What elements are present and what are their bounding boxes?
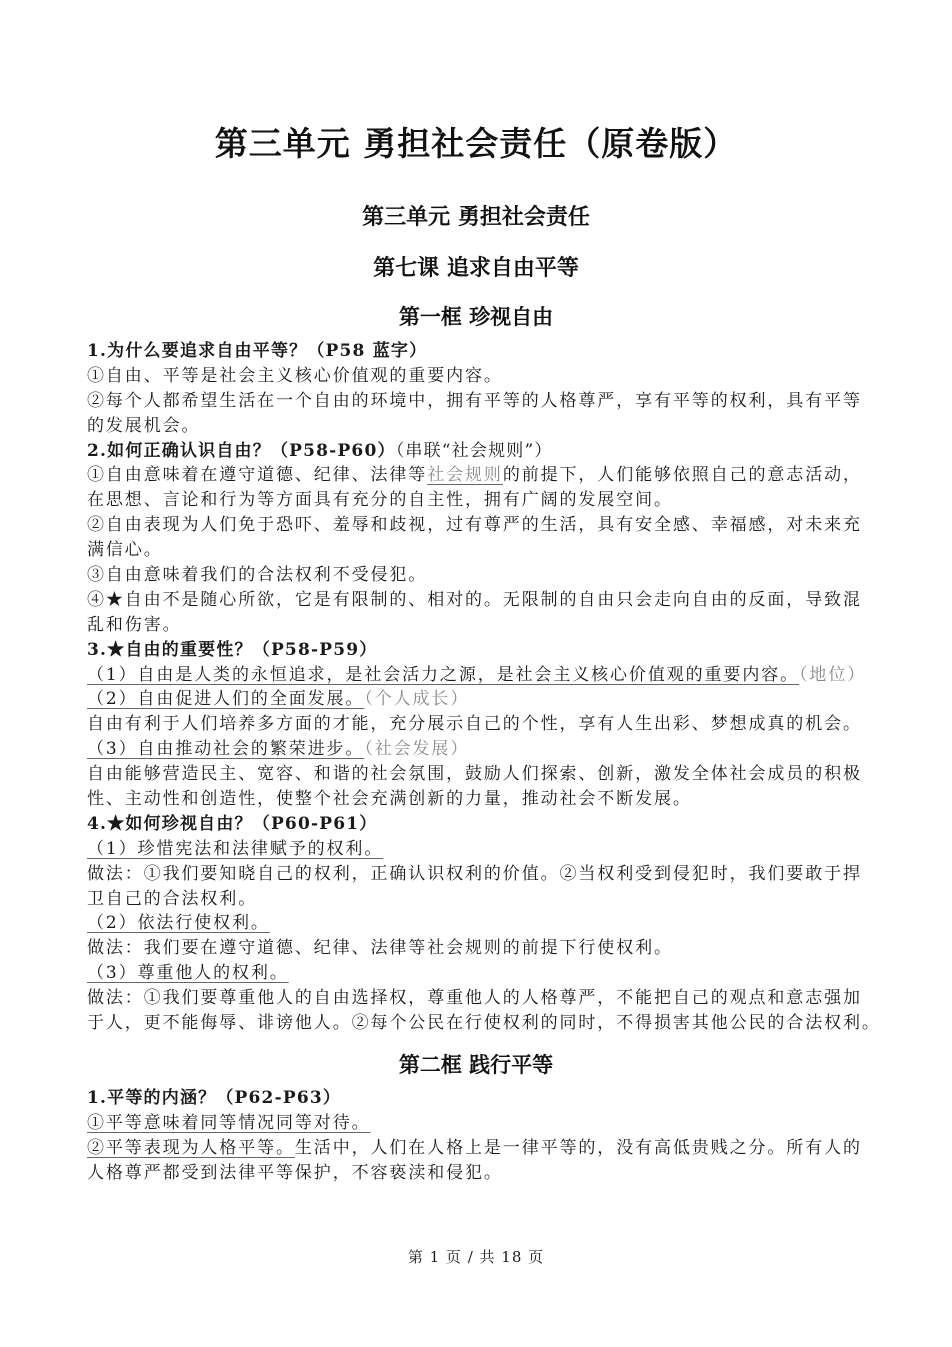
section-2-body <box>87 1086 877 1186</box>
text-segment: 1.为什么要追求自由平等？（P58 蓝字） <box>87 341 428 361</box>
text-line <box>87 513 877 538</box>
text-line <box>87 563 877 588</box>
text-line <box>87 961 877 986</box>
section-heading-2: 第二框 践行平等 <box>398 1053 554 1077</box>
text-line <box>87 488 877 513</box>
text-segment: （串联“社会规则”） <box>395 440 553 461</box>
text-line <box>87 588 877 613</box>
page-footer: 第 1 页 / 共 18 页 <box>407 1248 545 1266</box>
text-segment: 做法：①我们要知晓自己的权利，正确认识权利的价值。②当权利受到侵犯时，我们要敢于捍 <box>87 863 862 884</box>
section-1-body <box>87 339 881 1036</box>
text-line <box>87 1111 877 1136</box>
text-segment: ①自由意味着在遵守道德、纪律、法律等 <box>87 465 428 486</box>
text-line <box>87 389 877 414</box>
text-line <box>87 986 877 1011</box>
text-segment: （地位） <box>799 664 867 685</box>
lesson-heading: 第七课 追求自由平等 <box>373 256 579 281</box>
text-line <box>87 887 877 912</box>
text-segment: 卫自己的合法权利。 <box>87 888 258 909</box>
text-line <box>87 538 877 563</box>
text-segment: 性、主动性和创造性，使整个社会充满创新的力量，推动社会不断发展。 <box>87 789 692 810</box>
text-line <box>87 862 877 887</box>
text-segment: ④★自由不是随心所欲，它是有限制的、相对的。无限制的自由只会走向自由的反面，导致混 <box>87 589 862 610</box>
text-line <box>87 712 877 737</box>
text-line <box>87 787 877 812</box>
text-segment: ②每个人都希望生活在一个自由的环境中，拥有平等的人格尊严，享有平等的权利，具有平等 <box>87 390 862 411</box>
text-segment: 人格尊严都受到法律平等保护，不容亵渎和侵犯。 <box>87 1162 503 1183</box>
text-segment: ②自由表现为人们免于恐吓、羞辱和歧视，过有尊严的生活，具有安全感、幸福感，对未来充 <box>87 515 862 536</box>
text-line <box>87 613 877 638</box>
text-segment: 自由能够营造民主、宽容、和谐的社会氛围，鼓励人们探索、创新，激发全体社会成员的积极 <box>87 764 862 785</box>
text-segment: （个人成长） <box>364 689 470 710</box>
text-line <box>87 414 877 439</box>
text-segment: 自由有利于人们培养多方面的才能，充分展示自己的个性，享有人生出彩、梦想成真的机会。 <box>87 714 862 735</box>
underlined-text: （3）自由推动社会的繁荣进步。 <box>87 739 365 760</box>
text-segment: 于人，更不能侮辱、诽谤他人。②每个公民在行使权利的同时，不得损害其他公民的合法权利。 <box>87 1013 881 1034</box>
document-title: 第三单元 勇担社会责任（原卷版） <box>214 124 738 163</box>
text-segment: ①自由、平等是社会主义核心价值观的重要内容。 <box>87 365 503 386</box>
text-segment: 3.★自由的重要性？（P58-P59） <box>87 639 378 660</box>
underlined-text: （1）珍惜宪法和法律赋予的权利。 <box>87 838 384 859</box>
text-line <box>87 762 877 787</box>
text-segment: ③自由意味着我们的合法权利不受侵犯。 <box>87 565 428 586</box>
text-line <box>87 1011 881 1036</box>
underlined-text: 社会规则 <box>427 465 503 486</box>
unit-heading: 第三单元 勇担社会责任 <box>362 205 590 230</box>
text-segment: 2.如何正确认识自由？（P58-P60） <box>87 440 396 461</box>
underlined-text: （2）依法行使权利。 <box>87 913 270 934</box>
question-heading <box>87 812 877 837</box>
text-segment: 的前提下，人们能够依照自己的意志活动， <box>502 465 862 486</box>
question-heading <box>87 1086 877 1111</box>
text-line <box>87 936 877 961</box>
text-segment: 的发展机会。 <box>87 415 201 436</box>
text-segment: 乱和伤害。 <box>87 614 182 635</box>
underlined-text: （3）尊重他人的权利。 <box>87 963 289 984</box>
text-segment: 生活中，人们在人格上是一律平等的，没有高低贵贱之分。所有人的 <box>294 1137 862 1158</box>
text-segment: 1.平等的内涵？（P62-P63） <box>87 1088 342 1108</box>
section-heading-1: 第一框 珍视自由 <box>398 305 554 329</box>
underlined-text: （2）自由促进人们的全面发展。 <box>87 689 365 710</box>
text-line <box>87 687 877 712</box>
text-line <box>87 1161 877 1186</box>
question-heading <box>87 339 877 364</box>
text-segment: 满信心。 <box>87 540 163 561</box>
text-segment: 做法：我们要在遵守道德、纪律、法律等社会规则的前提下行使权利。 <box>87 938 673 959</box>
underlined-text: （1）自由是人类的永恒追求，是社会活力之源，是社会主义核心价值观的重要内容。 <box>87 664 800 685</box>
text-line <box>87 911 877 936</box>
text-line <box>87 663 877 688</box>
text-segment: 做法：①我们要尊重他人的自由选择权，尊重他人的人格尊严，不能把自己的观点和意志强加 <box>87 988 862 1009</box>
underlined-text: ②平等表现为人格平等。 <box>87 1137 295 1158</box>
question-heading <box>87 638 877 663</box>
question-heading <box>87 439 877 464</box>
text-line <box>87 1136 877 1161</box>
underlined-text: ①平等意味着同等情况同等对待。 <box>87 1112 371 1133</box>
text-segment: 在思想、言论和行为等方面具有充分的自主性，拥有广阔的发展空间。 <box>87 490 673 511</box>
text-line <box>87 463 877 488</box>
text-line <box>87 737 877 762</box>
text-line <box>87 837 877 862</box>
text-segment: （社会发展） <box>364 739 470 760</box>
text-segment: 4.★如何珍视自由？（P60-P61） <box>87 813 378 834</box>
text-line <box>87 364 877 389</box>
